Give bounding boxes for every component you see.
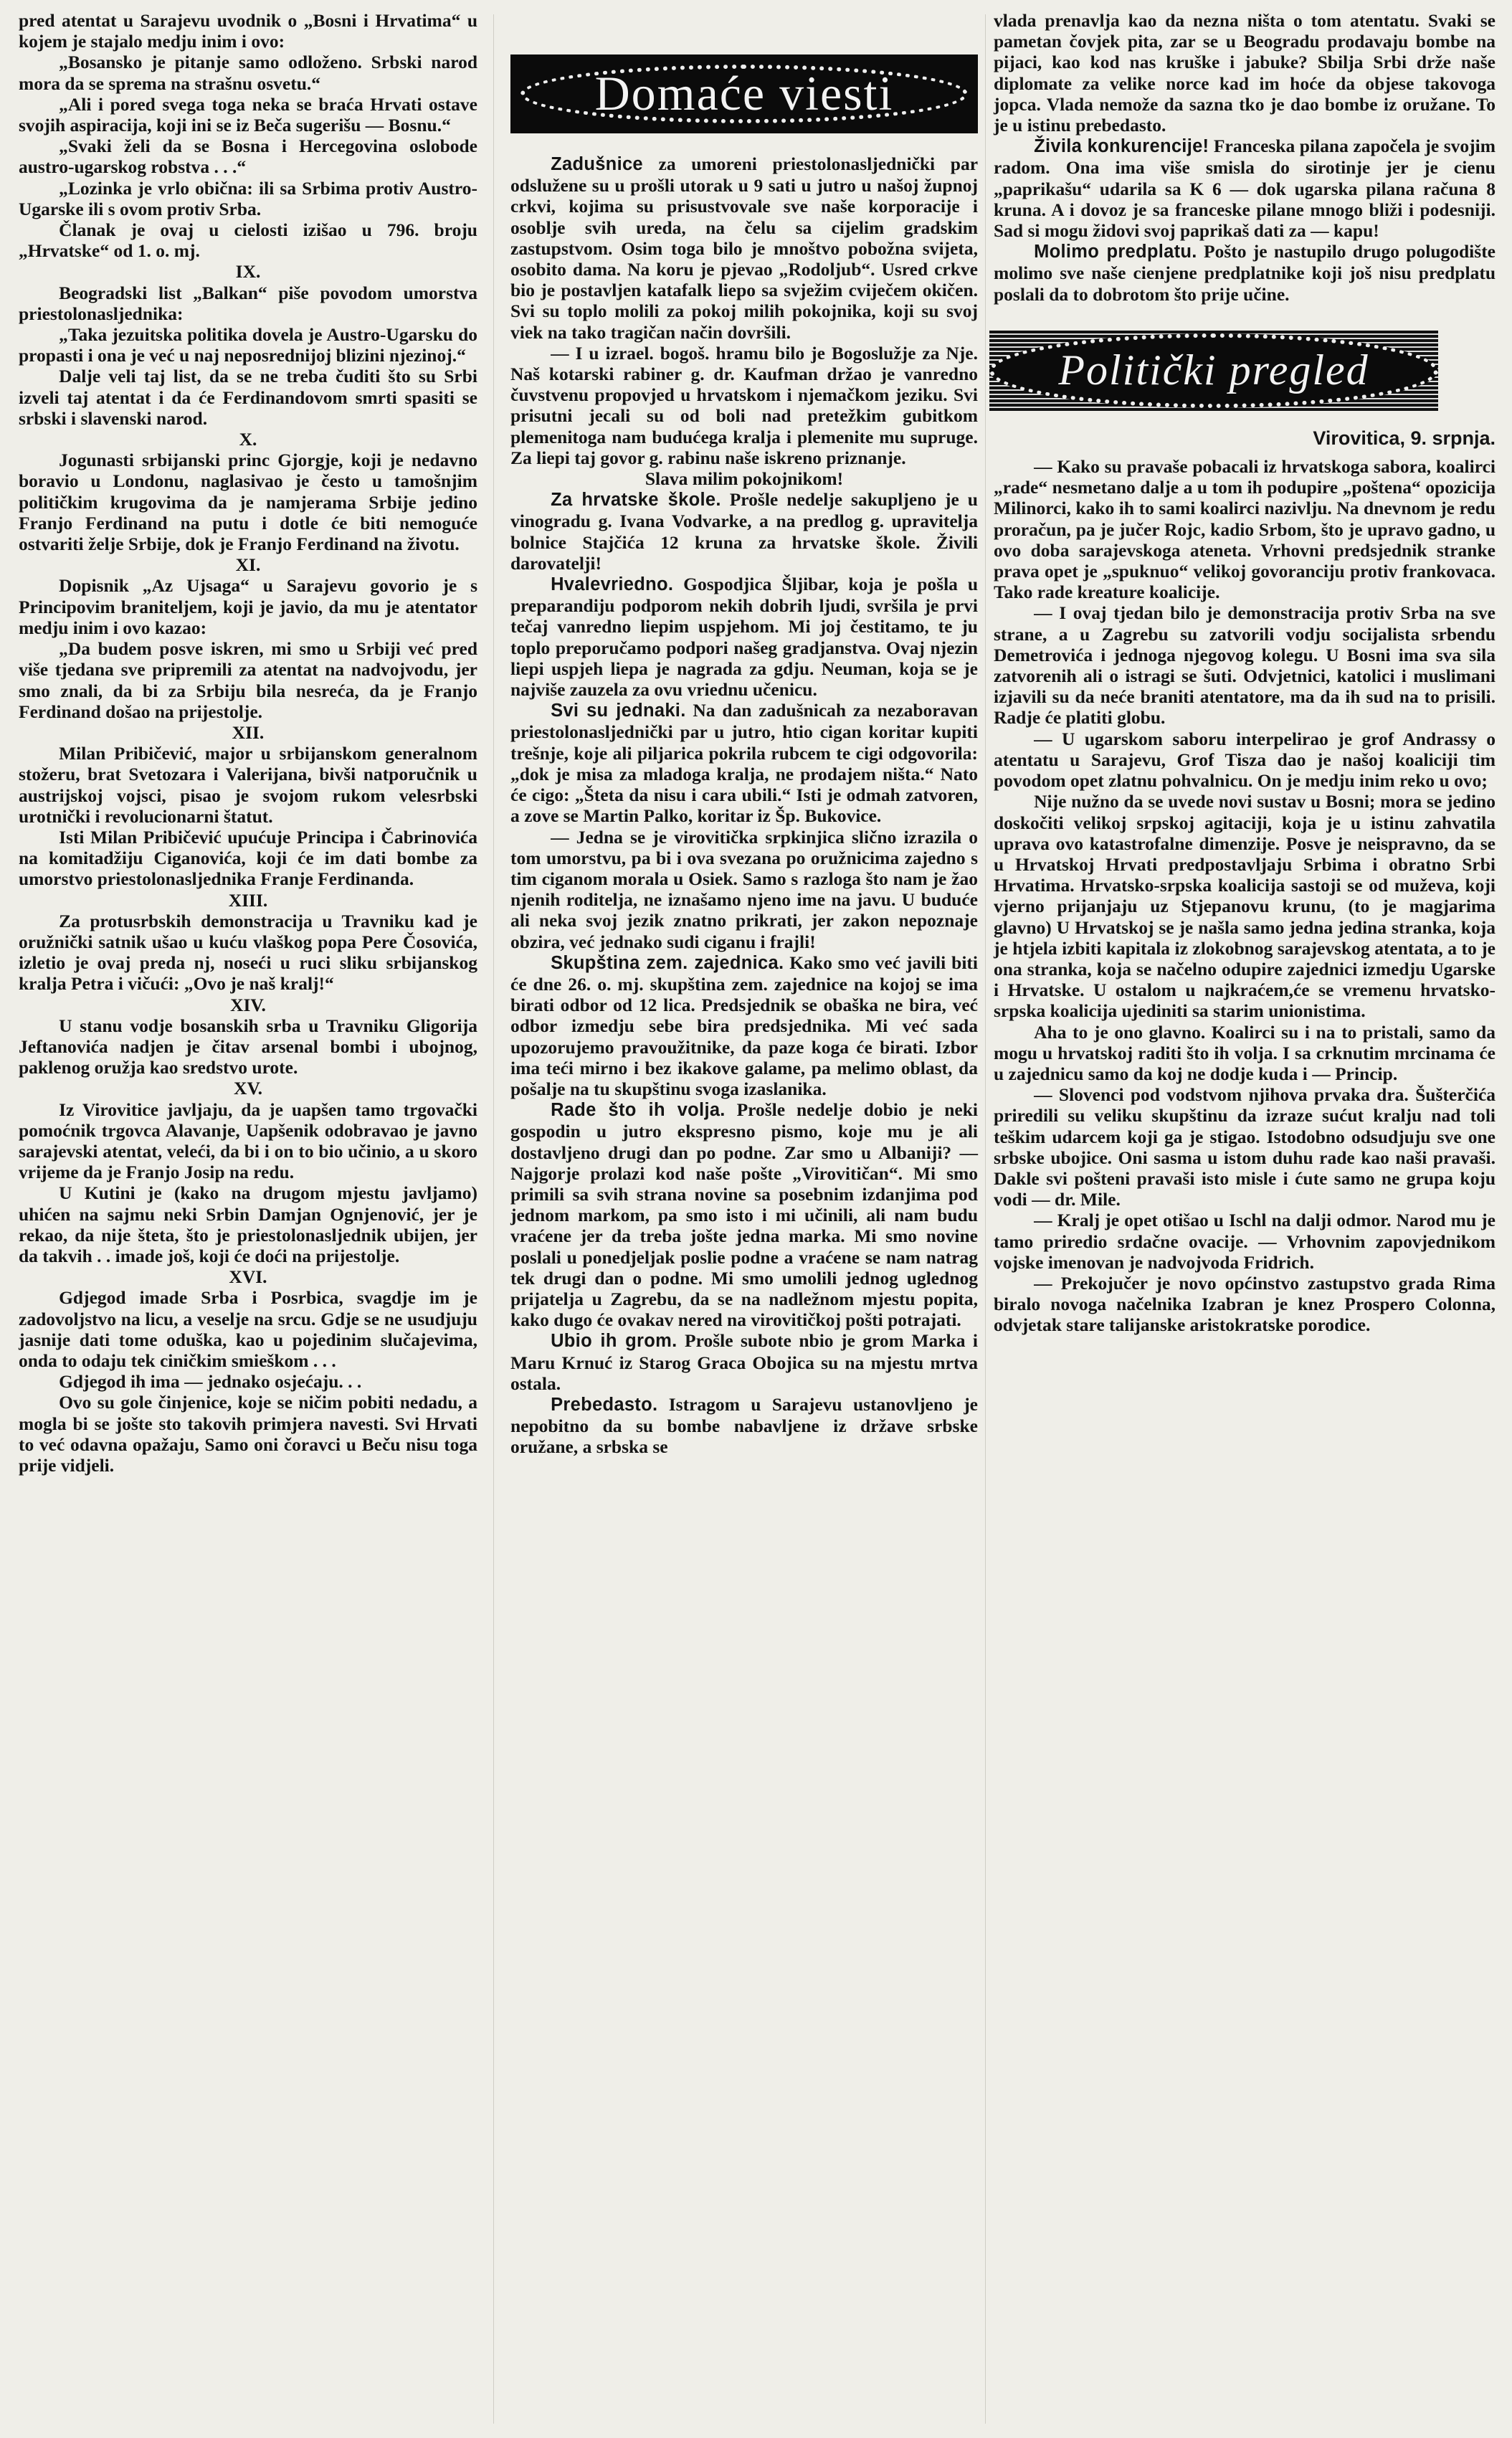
section-number: XV. (234, 1078, 262, 1099)
section-number: XVI. (229, 1266, 267, 1288)
paragraph-text: „Lozinka je vrlo obična: ili sa Srbima protiv Austro-Ugarske ili s ovom protiv Srba. (19, 177, 477, 219)
news-item-headline: Molimo predplatu. (1034, 242, 1197, 262)
news-item-headline: Živila konkurencije! (1034, 136, 1209, 157)
article-paragraph (510, 343, 978, 468)
paragraph-text: Dalje veli taj list, da se ne treba čuditi što su Srbi izveli taj atentat i da će Ferdinandovom smrti spasiti se srbski i slavenski narod. (19, 366, 477, 429)
news-item-headline: Skupština zem. zajednica. (551, 952, 784, 973)
section-heading: Politički pregled (1058, 346, 1369, 394)
paragraph-text: — Prekojučer je novo općinstvo zastupstvo grada Rima biralo novoga načelnika Izabran je knez Prospero Colonna, odvjetak stare talijanske aristokratske porodice. (994, 1272, 1496, 1336)
article-paragraph (19, 366, 477, 429)
paragraph-text: Franceska pilana započela je svojim radom. Ona ima više smisla do sirotinje jer je cienu „paprikašu“ udarila sa K 6 — dok ugarska pilana računa 8 kruna. A i dovoz je sa franceske pilane mnogo bliži i podesniji. Sad si mogu židovi svoj paprikaš dati za — kapu! (994, 136, 1496, 242)
news-item (510, 1099, 978, 1330)
article-paragraph (19, 1182, 477, 1266)
news-item (510, 489, 978, 574)
article-paragraph (994, 729, 1496, 792)
paragraph-text: Iz Virovitice javljaju, da je uapšen tamo trgovački pomoćnik trgovca Alavanje, Uapšenik odobravao je javno sarajevski atentat, veleći, da bi i on to bio učinio, a u skoro vrijeme da je Franjo Josip na redu. (19, 1099, 477, 1183)
paragraph-text: „Svaki želi da se Bosna i Hercegovina oslobode austro-ugarskog robstva . . .“ (19, 136, 477, 178)
article-paragraph (19, 178, 477, 219)
paragraph-text: — I ovaj tjedan bilo je demonstracija protiv Srba na sve strane, a u Zagrebu su zatvorili vodju socijalista srbendu Demetrovića i jednoga njegovog kolegu. U Bosni ima sva sila zatvorenih ali o istragi se šuti. Odvjetnici, katolici i muslimani izjavili su da neće braniti atentatore, ma da ih sud na to prisili. Radje će platiti globu. (994, 602, 1496, 729)
article-paragraph (994, 1022, 1496, 1085)
paragraph-text: Prošle nedelje dobio je neki gospodin u jutro ekspresno pismo, koje mu je ali dostavljeno drugi dan po podne. Zar smo u Albaniji? — Najgorje prolazi kod naše pošte „Virovitičan“. Mi smo primili sa svih strana novine sa posebnim izdanjima pod jednom markom, pa smo isto i mi učinili, ali nam budu vraćene jer da treba jošte jedna marka. Mi smo novine poslali u ponedjeljak poslie podne a vraćene se nam natrag tek drugi dan o podne. Mi smo umolili jednog uglednog prijatelja u Zagrebu, da se na nadležnom mjestu popita, kako dugo će ovakav nered na virovitičkoj pošti potrajati. (510, 1099, 978, 1331)
paragraph-text: Istragom u Sarajevu ustanovljeno je nepobitno da su bombe nabavljene iz države srbske oružane, a srbska se (510, 1393, 979, 1458)
section-number: Slava milim pokojnikom! (645, 468, 844, 490)
dateline: Virovitica, 9. srpnja. (1313, 427, 1496, 449)
article-paragraph (994, 456, 1496, 602)
news-item-headline: Ubio ih grom. (551, 1331, 677, 1352)
section-number: XIII. (228, 889, 268, 911)
section-heading-banner (510, 54, 978, 133)
article-paragraph (19, 911, 477, 995)
news-item-headline: Za hrvatske škole. (551, 490, 721, 511)
paragraph-text: — Kralj je opet otišao u Ischl na dalji odmor. Narod mu je tamo priredio srdačne ovacije. — Vrhovnim zapovjednikom vojske imenovan je nadvojvoda Fridrich. (994, 1210, 1496, 1273)
article-paragraph (510, 827, 978, 952)
paragraph-text: „Ali i pored svega toga neka se braća Hrvati ostave svojih aspiracija, koji ini se iz Beča sugerišu — Bosnu.“ (19, 93, 477, 136)
paragraph-text: — Kako su pravaše pobacali iz hrvatskoga sabora, koalirci „rade“ nesmetano dalje a u tom ih podupire „poštena“ opozicija Milinorci, kako ih to sami koalirci nazivlju. Na dnevnom je redu proračun, pa je jučer Rojc, kadio Srbom, što je upravo gadno, u ovo doba sarajevskoga ateneta. Vrhovni predsjednik stranke prava opet je „spuknuo“ velikoj govoranciju protiv frankovaca. Tako rade kreature koalicije. (994, 456, 1496, 603)
section-number: XI. (235, 554, 261, 576)
article-paragraph (994, 1210, 1496, 1273)
paragraph-text: Gdjegod ih ima — jednako osjećaju. . . (59, 1371, 362, 1393)
paragraph-text: Aha to je ono glavno. Koalirci su i na to pristali, samo da mogu u hrvatskoj raditi što ih volja. I sa crknutim mrcinama će u zajednicu samo da koj ne dodje kuda i — Princip. (994, 1021, 1496, 1084)
news-item-headline: Zadušnice (551, 154, 643, 174)
section-number: IX. (235, 261, 261, 283)
article-paragraph (994, 1273, 1496, 1336)
paragraph-text: vlada prenavlja kao da nezna ništa o tom atentatu. Svaki se pametan čovjek pita, zar se u Beogradu prodavaju bombe na pijaci, kao kod nas kruške i jabuke? Sbilja Srbi drže naše diplomate za velike norce kad im hoće da objese takovoga jopca. Vlada nemože da sazna tko je dao bombe iz oružane. To je u istinu prebedasto. (994, 10, 1496, 136)
paragraph-text: Isti Milan Pribičević upućuje Principa i Čabrinovića na komitadžiju Ciganovića, koji će im dati bombe za umorstvo priestolonasljednika Franje Ferdinanda. (19, 826, 477, 890)
article-paragraph (19, 450, 477, 554)
paragraph-text: Dopisnik „Az Ujsaga“ u Sarajevu govorio je s Principovim braniteljem, koji je javio, da mu je atentator medju inim i ovo kazao: (19, 575, 477, 638)
section-heading-banner (989, 331, 1438, 411)
paragraph-text: — I u izrael. bogoš. hramu bilo je Bogoslužje za Nje. Naš kotarski rabiner g. dr. Kaufman držao je vanredno čuvstvenu propovjed u hrvatskom i njemačkom jeziku. Svi prisutni jecali su od boli nad pretežkim gubitkom plemenitoga nam budućega kralja i plemenite mu supruge. Za liepi taj govor g. rabinu naše iskreno priznanje. (510, 342, 978, 468)
paragraph-text: „Da budem posve iskren, mi smo u Srbiji već pred više tjedana sve pripremili za atentat na nadvojvodu, jer smo znali, da bi za Srbiju bila nesreća, da je Franjo Ferdinand došao na prijestolje. (19, 638, 477, 722)
paragraph-text: Jogunasti srbijanski princ Gjorgje, koji je nedavno boravio u Londonu, naglasivao je često u tamošnjim političkim krugovima da je namjerama Srbije jedino Franjo Ferdinand na putu i dotle će biti nemoguće ostvariti želje Srbije, dok je Franjo Ferdinand na životu. (19, 450, 477, 555)
news-item (510, 1330, 978, 1394)
news-item (994, 241, 1496, 305)
news-item (510, 1394, 978, 1458)
article-paragraph (19, 1015, 477, 1078)
section-number: XIV. (230, 994, 266, 1015)
paragraph-text: Za protusrbskih demonstracija u Travniku kad je oružnički satnik ušao u kuću vlaškog popa Pere Čosovića, izletio je ovaj preda nj, noseći u ruci sliku srbijanskog kralja Petra i vičući: „Ovo je naš kralj!“ (19, 910, 477, 995)
paragraph-text: Prošle subote nbio je grom Marka i Maru Krnuć iz Starog Graca Obojica su na mjestu mrtva ostala. (510, 1330, 979, 1394)
paragraph-text: pred atentat u Sarajevu uvodnik o „Bosni i Hrvatima“ u kojem je stajalo medju inim i ovo: (19, 10, 477, 52)
paragraph-text: Ovo su gole činjenice, koje se ničim pobiti nedadu, a mogla bi se jošte sto takovih primjera navesti. Svi Hrvati to već odavna opažaju, Samo oni čoravci u Beču nisu toga prije vidjeli. (19, 1392, 477, 1476)
paragraph-text: „Bosansko je pitanje samo odloženo. Srbski narod mora da se sprema na strašnu osvetu.“ (19, 52, 477, 94)
article-paragraph (19, 1392, 477, 1476)
news-item (510, 574, 978, 700)
section-number: XII. (232, 721, 265, 743)
section-number: X. (239, 429, 257, 450)
article-paragraph (19, 1287, 477, 1371)
news-item-headline: Rade što ih volja. (551, 1100, 726, 1121)
paragraph-text: U Kutini je (kako na drugom mjestu javljamo) uhićen na sajmu neki Srbin Damjan Ognjenović, jer je rekao, da nije šteta, što je priestolonasljednik ubijen, jer da takvih . . imade još, koji će doći na prijestolje. (19, 1182, 477, 1266)
paragraph-text: — U ugarskom saboru interpelirao je grof Andrassy o atentatu u Sarajevu, Grof Tisza dao je našoj koaliciji tim povodom opet zlatnu pohvalnicu. On je medju inim reko u ovo; (994, 728, 1496, 792)
article-paragraph (994, 1084, 1496, 1210)
article-paragraph (19, 10, 477, 52)
paragraph-text: — Jedna se je virovitička srpkinjica slično izrazila o tom umorstvu, pa bi i ova svezana po oružnicima zajedno s tim ciganom morala u Osiek. Samo s razloga što nam je žao njenih roditelja, ne iznašamo njeno ime na javu. U buduće ali neka svoj jezik znatno prikrati, jer zakon nepoznaje obzira, već jednako sudi ciganu i frajli! (510, 826, 978, 952)
paragraph-text: Gospodjica Šljibar, koja je pošla u preparandiju podporom nekih dobrih ljudi, svršila je prvi tečaj vanredno liepim uspjehom. Mi joj čestitamo, te ju toplo preporučamo podpori našeg gradjanstva. Ovaj njezin liepi uspjeh liepa je nagrada za gdju. Neuman, koja se je najviše zauzela za ovu vriednu učenicu. (510, 574, 979, 701)
article-paragraph (19, 1099, 477, 1183)
article-paragraph (19, 52, 477, 93)
news-item (510, 153, 978, 343)
article-paragraph (994, 791, 1496, 1021)
paragraph-text: Nije nužno da se uvede novi sustav u Bosni; mora se jedino doskočiti velikoj srpskoj agitaciji, koja je u istinu zahvatila uprava ovo katastrofalne dimenzije. Posve je neispravno, da se u Hrvatskoj Hrvati predpostavljaju Srbima i obratno Srbi Hrvatima. Hrvatsko-srpska koalicija sastoji se od muževa, koji vjerno prijanjaju uz Stjepanovu krunu, (to je magjarima glavno) U Hrvatskoj se je našla samo jedna jedina stranka, koja je htjela izbiti kapitala iz zlokobnog sarajevskog atentata, a to je ona stranka, koja se načelno odupire zajednici izmedju Ugarske i Hrvatske. U ostalom u najkraćem,će se vremenu hrvatsko-srpska koalicija ujediniti sa starim unionistima. (994, 791, 1496, 1022)
news-item-headline: Prebedasto. (551, 1394, 658, 1415)
news-item-headline: Svi su jednaki. (551, 701, 686, 721)
article-paragraph (19, 743, 477, 827)
article-paragraph (19, 219, 477, 261)
article-paragraph (19, 638, 477, 722)
paragraph-text: Pošto je nastupilo drugo polugodište molimo sve naše cienjene predplatnike koji još nisu predplatu poslali da to dobrotom što prije učine. (994, 241, 1496, 305)
paragraph-text: Gdjegod imade Srba i Posrbica, svagdje im je zadovoljstvo na licu, a veselje na srcu. Gdje se ne usudjuju jasnije dati tome oduška, kao u pojedinim slučajevima, onda to odaju tek ciničkim smieškom . . . (19, 1287, 477, 1371)
article-paragraph (19, 575, 477, 638)
news-item (994, 136, 1496, 241)
column-divider (493, 14, 494, 2424)
paragraph-text: Milan Pribičević, major u srbijanskom generalnom stožeru, brat Svetozara i Valerijana, bivši natporučnik u austrijskoj vojsci, pisao je svojom rukom velesrbski urotnički i revolucionarni štatut. (19, 743, 477, 827)
column-divider (985, 14, 986, 2424)
column-2 (510, 10, 978, 1458)
column-3 (994, 10, 1496, 1336)
paragraph-text: U stanu vodje bosanskih srba u Travniku Gligorija Jeftanovića nadjen je čitav arsenal bombi i ubojnog, paklenog oružja kao sredstvo urote. (19, 1015, 477, 1078)
article-paragraph (994, 602, 1496, 728)
paragraph-text: Beogradski list „Balkan“ piše povodom umorstva priestolonasljednika: (19, 282, 477, 324)
article-paragraph (19, 1371, 477, 1392)
paragraph-text: Članak je ovaj u cielosti izišao u 796. broju „Hrvatske“ od 1. o. mj. (19, 219, 477, 262)
article-paragraph (19, 136, 477, 177)
paragraph-text: — Slovenci pod vodstvom njihova prvaka dra. Šušterčića priredili su veliku skupštinu da izraze sućut kralju nad toli teškim udarcem koji ga je stigao. Istodobno odsudjuju sve one srbske ubojice. Oni sasma u istom duhu rade kao naši pravaši. Dakle svi pošteni pravaši isto misle i ćute samo ne grupa koju vodi — dr. Mile. (994, 1084, 1496, 1210)
paragraph-text: Kako smo već javili biti će dne 26. o. mj. skupština zem. zajednice na kojoj se ima birati odbor od 12 lica. Predsjednik se obaška ne bira, već odbor izmedju sebe bira predsjednika. Mi već sada upozorujemo pravoužitnike, da paze koga će birati. Izbor ima teći mirno i bez ikakove galame, pa melimo oblast, da pošalje na tu skupštinu svoga izaslanika. (510, 952, 978, 1099)
article-paragraph (19, 283, 477, 324)
section-heading: Domaće viesti (594, 66, 894, 121)
paragraph-text: Na dan zadušnicah za nezaboravan priestolonasljednički par u jutro, htio cigan koritar kupiti trešnje, koje ali piljarica pokrila rubcem te cigi odgovorila: „dok je misa za mladoga kralja, ne prodajem ništa.“ Nato će cigo: „Šteta da nisu i cara ubili.“ Isti je odmah zatvoren, a zove se Martin Palko, koritar iz Šp. Bukovice. (510, 700, 978, 827)
paragraph-text: Prošle nedelje sakupljeno je u vinogradu g. Ivana Vodvarke, a na predlog g. upravitelja bolnice Stajčića 12 kruna za hrvatske škole. Živili darovatelji! (510, 489, 978, 574)
news-item (510, 700, 978, 826)
article-paragraph (19, 827, 477, 890)
paragraph-text: za umoreni priestolonasljednički par odslužene su u prošli utorak u 9 sati u jutro u našoj župnoj crkvi, kojima su prisustvovale sve naše korporacije i osoblje svih ureda, na čelu sa cijelim gradskim zastupstvom. Osim toga bilo je mnoštvo pobožna svijeta, osobito dama. Na koru je pjevao „Rodoljub“. Usred crkve bio je postavljen katafalk liepo sa svježim cviječem okičen. Svi su toplo molili za pokoj milih pokojnika, koji su svoj viek na tako tragičan način dovršili. (510, 153, 979, 343)
article-paragraph (994, 10, 1496, 136)
article-paragraph (19, 324, 477, 366)
column-1 (19, 10, 477, 1476)
news-item (510, 952, 978, 1099)
article-paragraph (19, 94, 477, 136)
news-item-headline: Hvalevriedno. (551, 574, 674, 595)
paragraph-text: „Taka jezuitska politika dovela je Austro-Ugarsku do propasti i ona je već u naj neposrednijoj blizini njezinoj.“ (19, 324, 477, 366)
